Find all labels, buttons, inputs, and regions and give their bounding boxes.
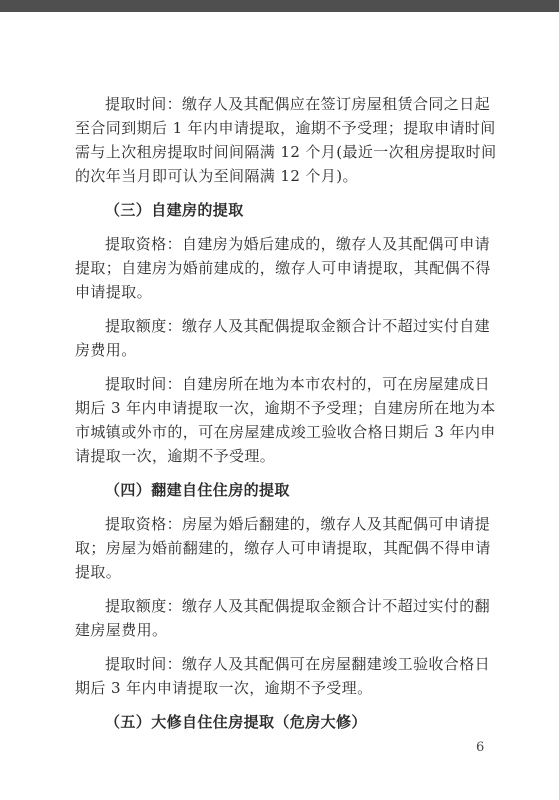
text-line: 至合同到期后 1 年内申请提取，逾期不予受理；提取申请时间	[75, 119, 496, 137]
text-line: 提取时间：缴存人及其配偶可在房屋翻建竣工验收合格日	[105, 655, 491, 673]
page-number: 6	[476, 740, 485, 755]
text-line: 建房屋费用。	[75, 621, 168, 639]
text-line: 提取时间：自建房所在地为本市农村的，可在房屋建成日	[105, 375, 491, 393]
text-line: 市城镇或外市的，可在房屋建成竣工验收合格日期后 3 年内申	[75, 423, 496, 441]
paragraph-rebuild-amount	[75, 594, 493, 642]
text-line: 提取额度：缴存人及其配偶提取金额合计不超过实付的翻	[105, 597, 491, 615]
paragraph-rebuild-time	[75, 652, 493, 700]
text-line: 期后 3 年内申请提取一次，逾期不予受理；自建房所在地为本	[75, 399, 496, 417]
scan-top-border	[0, 0, 559, 12]
paragraph-rental-withdrawal-time	[75, 92, 497, 188]
section-heading-major-repair: （五）大修自住住房提取（危房大修）	[105, 713, 367, 731]
text-line: 请提取一次，逾期不予受理。	[75, 447, 276, 465]
text-line: 提取；自建房为婚前建成的，缴存人可申请提取，其配偶不得	[75, 259, 491, 277]
text-line: 申请提取。	[75, 283, 153, 301]
document-body	[75, 92, 497, 744]
text-line: 提取资格：自建房为婚后建成的，缴存人及其配偶可申请	[105, 235, 491, 253]
text-line: 提取。	[75, 563, 122, 581]
text-line: 取；房屋为婚前翻建的，缴存人可申请提取，其配偶不得申请	[75, 539, 491, 557]
text-line: 需与上次租房提取时间间隔满 12 个月(最近一次租房提取时间	[75, 143, 497, 161]
text-line: 提取资格：房屋为婚后翻建的，缴存人及其配偶可申请提	[105, 515, 491, 533]
document-page	[0, 12, 559, 800]
text-line: 的次年当月即可认为至间隔满 12 个月)。	[75, 167, 358, 185]
paragraph-self-built-time	[75, 372, 496, 468]
paragraph-rebuild-eligibility	[75, 512, 493, 584]
text-line: 期后 3 年内申请提取一次，逾期不予受理。	[75, 679, 373, 697]
section-heading-self-built: （三）自建房的提取	[105, 201, 244, 219]
text-line: 房费用。	[75, 341, 137, 359]
section-heading-rebuild: （四）翻建自住住房的提取	[105, 481, 290, 499]
text-line: 提取时间：缴存人及其配偶应在签订房屋租赁合同之日起	[105, 95, 491, 113]
paragraph-self-built-eligibility	[75, 232, 493, 304]
text-line: 提取额度：缴存人及其配偶提取金额合计不超过实付自建	[105, 317, 491, 335]
paragraph-self-built-amount	[75, 314, 493, 362]
